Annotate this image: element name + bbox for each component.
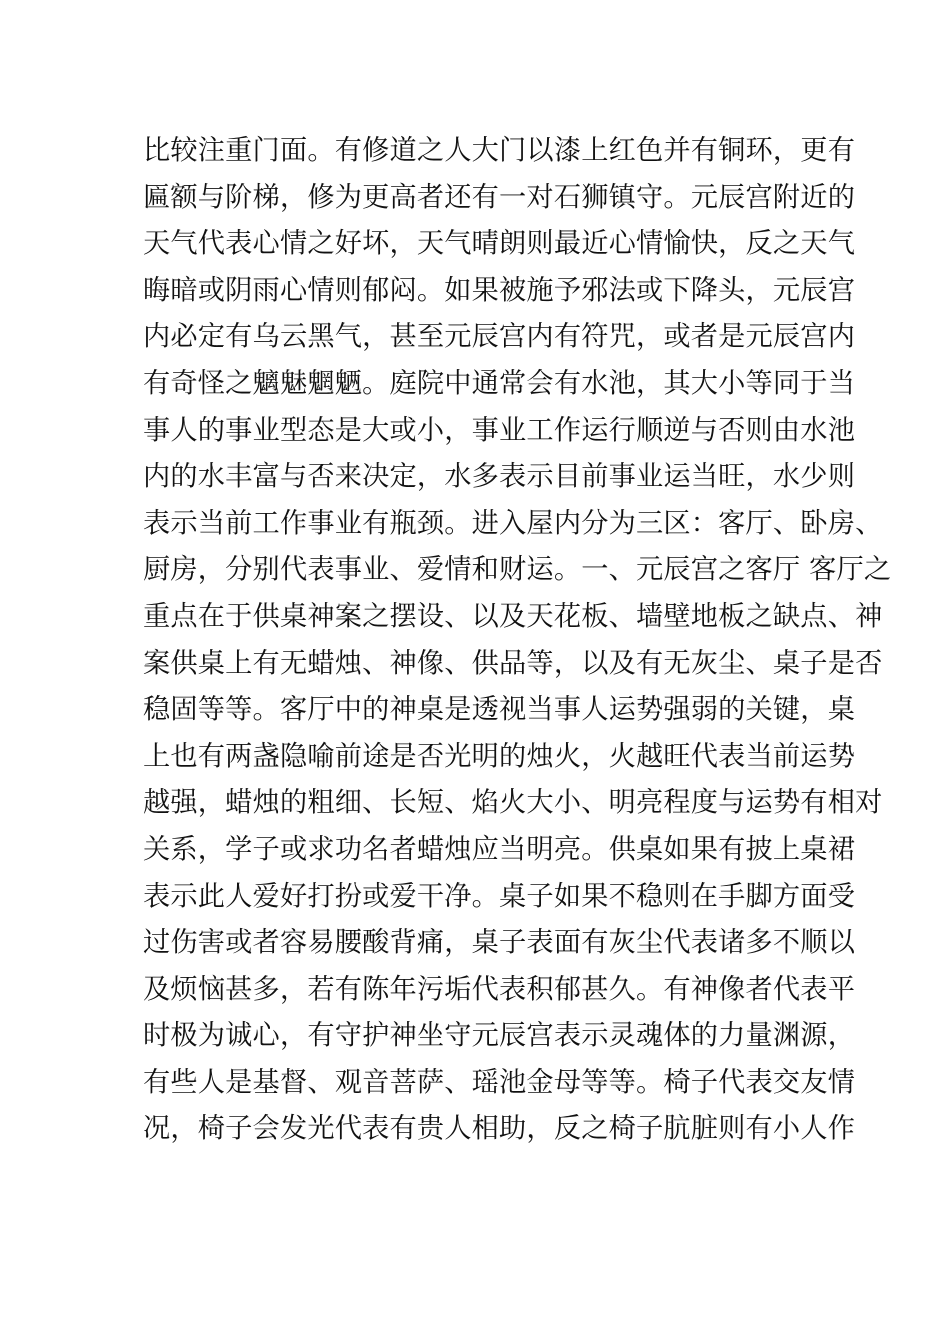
- body-text: [143, 128, 892, 1153]
- text-line: 时极为诚心，有守护神坐守元辰宫表示灵魂体的力量渊源，: [143, 1020, 856, 1052]
- text-line: 越强，蜡烛的粗细、长短、焰火大小、明亮程度与运势有相对: [143, 787, 883, 819]
- text-line: 事人的事业型态是大或小，事业工作运行顺逆与否则由水池: [143, 414, 856, 446]
- text-line: 案供桌上有无蜡烛、神像、供品等，以及有无灰尘、桌子是否: [143, 647, 883, 679]
- text-line: 比较注重门面。有修道之人大门以漆上红色并有铜环，更有: [143, 135, 856, 166]
- text-line: 表示此人爱好打扮或爱干净。桌子如果不稳则在手脚方面受: [143, 880, 856, 912]
- text-line: 上也有两盏隐喻前途是否光明的烛火，火越旺代表当前运势: [143, 740, 856, 772]
- text-line: 有些人是基督、观音菩萨、瑶池金母等等。椅子代表交友情: [143, 1066, 856, 1098]
- text-line: 过伤害或者容易腰酸背痛，桌子表面有灰尘代表诸多不顺以: [143, 927, 856, 959]
- text-line: 内必定有乌云黑气，甚至元辰宫内有符咒，或者是元辰宫内: [143, 321, 856, 353]
- text-line: 厨房，分别代表事业、爱情和财运。一、元辰宫之客厅 客厅之: [143, 554, 892, 586]
- text-line: 况，椅子会发光代表有贵人相助，反之椅子肮脏则有小人作: [143, 1113, 856, 1145]
- text-line: 表示当前工作事业有瓶颈。进入屋内分为三区：客厅、卧房、: [143, 507, 883, 539]
- text-line: 稳固等等。客厅中的神桌是透视当事人运势强弱的关键，桌: [143, 694, 856, 726]
- text-line: 内的水丰富与否来决定，水多表示目前事业运当旺，水少则: [143, 461, 856, 493]
- text-line: 关系，学子或求功名者蜡烛应当明亮。供桌如果有披上桌裙: [143, 833, 856, 865]
- text-line: 及烦恼甚多，若有陈年污垢代表积郁甚久。有神像者代表平: [143, 973, 856, 1005]
- text-line: 天气代表心情之好坏，天气晴朗则最近心情愉快，反之天气: [143, 228, 856, 260]
- text-line: 晦暗或阴雨心情则郁闷。如果被施予邪法或下降头，元辰宫: [143, 274, 856, 306]
- text-line: 重点在于供桌神案之摆设、以及天花板、墙壁地板之缺点、神: [143, 600, 883, 632]
- text-line: 有奇怪之魑魅魍魉。庭院中通常会有水池，其大小等同于当: [143, 367, 856, 399]
- text-line: 匾额与阶梯，修为更高者还有一对石狮镇守。元辰宫附近的: [143, 181, 856, 213]
